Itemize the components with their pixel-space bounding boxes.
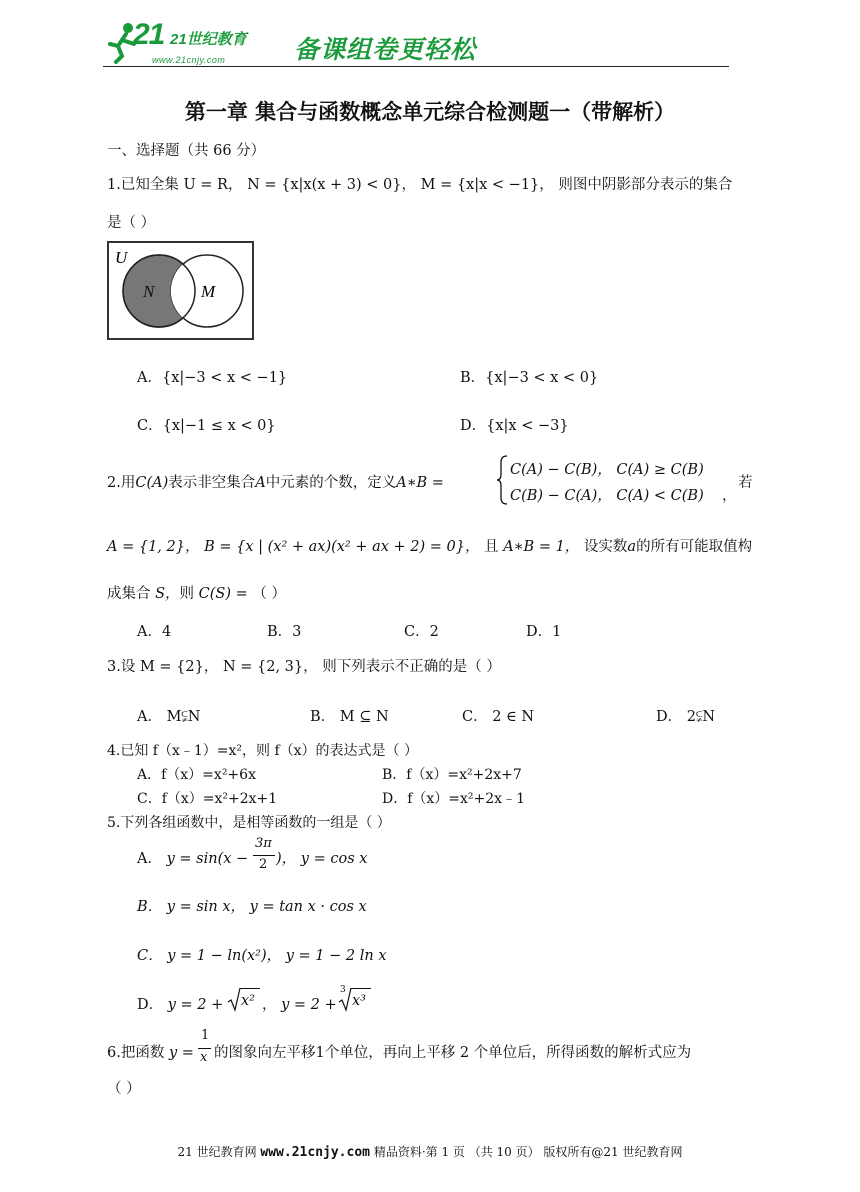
q1-set-n: N = {x|x(x + 3) < 0}， [247,177,417,193]
q1-option-b: B．{x|−3 < x < 0} [460,370,599,386]
logo-url: www.21cnjy.com [152,55,226,65]
q4-option-a: A．f（x）=x²+6x [137,767,256,783]
q1-stem-c: 是（ ） [107,215,156,231]
q3-option-a: A． M⫋N [137,709,201,725]
logo-number: 21 [133,18,165,51]
q3-set-m: M = {2}， [139,659,219,675]
q6-stem-b: 的图象向左平移1个单位，再向上平移 2 个单位后，所得函数的解析式应为 [214,1045,692,1061]
q1-set-m: M = {x|x < −1}， [420,177,554,193]
q5-a-fraction-bar [253,855,275,856]
venn-label-u: U [115,248,128,267]
q5-d-index: 3 [340,985,346,995]
q4-stem: 4.已知 f（x﹣1）=x²，则 f（x）的表达式是（ ） [107,743,419,759]
q2-set-a: A = {1, 2}， [107,539,200,555]
q2-line3-e: （ ） [252,586,286,602]
q5-stem: 5.下列各组函数中，是相等函数的一组是（ ） [107,815,391,831]
q6-fraction-bar [198,1048,211,1049]
q3-set-n: N = {2, 3}， [222,659,318,675]
q6-y: y = [168,1045,194,1061]
q2-ruo: 若 [738,475,753,491]
footer-url[interactable]: www.21cnjy.com [260,1145,370,1160]
q1-stem-a: 1.已知全集 [107,177,179,193]
q4-option-b: B．f（x）=x²+2x+7 [382,767,522,783]
q2-option-a: A．4 [137,624,172,640]
q5-d-label: D． [137,997,164,1013]
q5-sqrt-2-bar [351,988,371,989]
q5-sqrt-1 [227,986,241,1012]
section-heading: 一、选择题（共 66 分） [107,143,266,159]
q5-d-rad1: x² [241,993,255,1009]
logo-text: 21世纪教育 [170,31,247,48]
venn-label-n: N [143,282,155,301]
slogan: 备课组卷更轻松 [294,36,477,64]
q5-sqrt-2 [338,986,352,1012]
q2-line2-e: 设实数 [583,539,628,555]
q5-a-f1-close: )， [276,851,297,867]
q2-line2-d: A∗B = 1， [503,539,580,555]
q2-line3-d: C(S) = [198,586,248,602]
q3-option-c: C． 2 ∈ N [462,709,535,725]
q2-line3-a: 成集合 [107,586,151,602]
q1-set-u: U = R， [183,177,243,193]
q2-a: A [255,475,266,491]
q5-a-f1: y = sin(x − [166,851,249,867]
q3-stem-a: 3.设 [107,659,136,675]
q2-line3-b: S， [155,586,180,602]
q5-option-c: C． y = 1 − ln(x²)， y = 1 − 2 ln x [137,948,387,964]
q2-stem-b: 表示非空集合 [168,475,256,491]
footer-left: 21 世纪教育网 [177,1145,257,1159]
q2-line2-g: 的所有可能取值构 [636,539,753,555]
q5-a-f2: y = cos x [300,851,368,867]
q2-piecewise-brace [497,454,509,506]
q3-option-b: B． M ⊆ N [310,709,389,725]
q1-stem-b: 则图中阴影部分表示的集合 [558,177,733,193]
q5-d-sep: ， [262,997,277,1013]
q2-case-1: C(A) − C(B)， C(A) ≥ C(B) [510,462,704,478]
q2-stem-c: 中元素的个数，定义 [265,475,397,491]
q5-a-num: 3π [255,836,272,851]
q2-line2-c: 且 [484,539,499,555]
header-divider [103,66,729,67]
q5-d-f2: y = 2 + [281,997,337,1013]
q5-d-f1: y = 2 + [167,997,224,1013]
q5-a-den: 2 [259,857,268,872]
q5-a-label: A． [137,851,162,867]
q6-num: 1 [201,1028,210,1043]
footer-right: 精品资料·第 1 页 （共 10 页） 版权所有@21 世纪教育网 [373,1145,683,1159]
q6-stem-c: （ ） [107,1081,141,1097]
venn-diagram [107,241,255,341]
q5-d-rad2: x³ [352,993,366,1009]
q6-stem-a: 6.把函数 [107,1045,165,1061]
q2-case-2: C(B) − C(A)， C(A) < C(B) [510,488,704,504]
q2-set-b: B = {x | (x² + ax)(x² + ax + 2) = 0}， [204,539,480,555]
q5-sqrt-1-bar [240,988,260,989]
q1-option-a: A．{x|−3 < x < −1} [137,370,288,386]
q3-option-d: D． 2⫋N [656,709,716,725]
q2-def: A∗B = [396,475,444,491]
q1-option-d: D．{x|x < −3} [460,418,569,434]
q1-option-c: C．{x|−1 ≤ x < 0} [137,418,276,434]
q2-option-b: B．3 [267,624,302,640]
page-title: 第一章 集合与函数概念单元综合检测题一（带解析） [184,99,676,124]
page-footer [0,1143,860,1160]
q4-option-c: C．f（x）=x²+2x+1 [137,791,278,807]
q5-option-b: B． y = sin x， y = tan x · cos x [137,899,367,915]
q3-stem-b: 则下列表示不正确的是（ ） [322,659,501,675]
q6-den: x [200,1050,208,1065]
q2-line3-c: 则 [179,586,195,602]
q2-option-d: D．1 [526,624,562,640]
q2-option-c: C．2 [404,624,439,640]
q2-ca: C(A) [135,475,169,491]
q2-comma: ， [722,488,737,504]
venn-label-m: M [201,282,216,301]
q2-line2-f: a [627,539,637,555]
q2-stem-a: 2.用 [107,475,136,491]
q4-option-d: D．f（x）=x²+2x﹣1 [382,791,525,807]
